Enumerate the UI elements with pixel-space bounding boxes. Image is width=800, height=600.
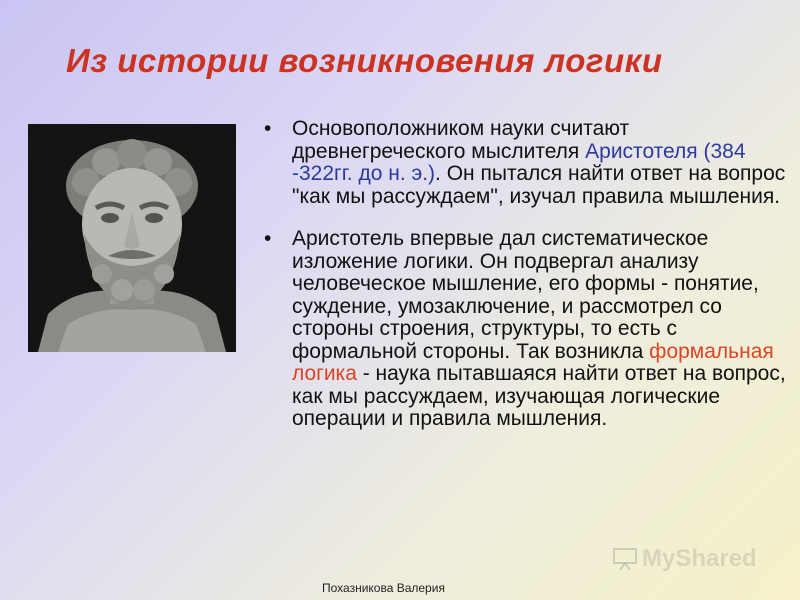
aristotle-dates-highlight: Аристотеля (384 -322гг. до н. э.)	[292, 139, 746, 185]
bullet-2-text-a: Аристотель впервые дал систематическое изложение логики. Он подвергал анализу человеческое мышление, его формы - понятие, суждение, умозаключение, и рассмотрел со стороны строения, структуры, то есть с формальной стороны. Так возникла	[292, 227, 759, 363]
bullet-item-2	[258, 228, 788, 431]
aristotle-bust-icon	[28, 124, 236, 352]
slide-body	[258, 118, 788, 451]
author-footer: Похазникова Валерия	[322, 581, 445, 595]
watermark	[612, 545, 757, 573]
presentation-icon	[612, 547, 638, 571]
bullet-2-text-b: - наука пытавшаяся найти ответ на вопрос, как мы рассуждаем, изучающая логические операции и правила мышления.	[292, 362, 786, 430]
bullet-dot: •	[264, 117, 272, 140]
watermark-text: MyShared	[642, 545, 757, 572]
bullet-1-text-b: . Он пытался найти ответ на вопрос "как мы рассуждаем", изучал правила мышления.	[292, 162, 786, 208]
bullet-item-1	[258, 118, 788, 208]
slide-title: Из истории возникновения логики	[66, 42, 663, 79]
bullet-dot: •	[264, 227, 272, 250]
aristotle-portrait	[28, 124, 236, 352]
formal-logic-highlight: формальная логика	[292, 339, 774, 385]
bullet-1-text-a: Основоположником науки считают древнегреческого мыслителя	[292, 117, 630, 163]
